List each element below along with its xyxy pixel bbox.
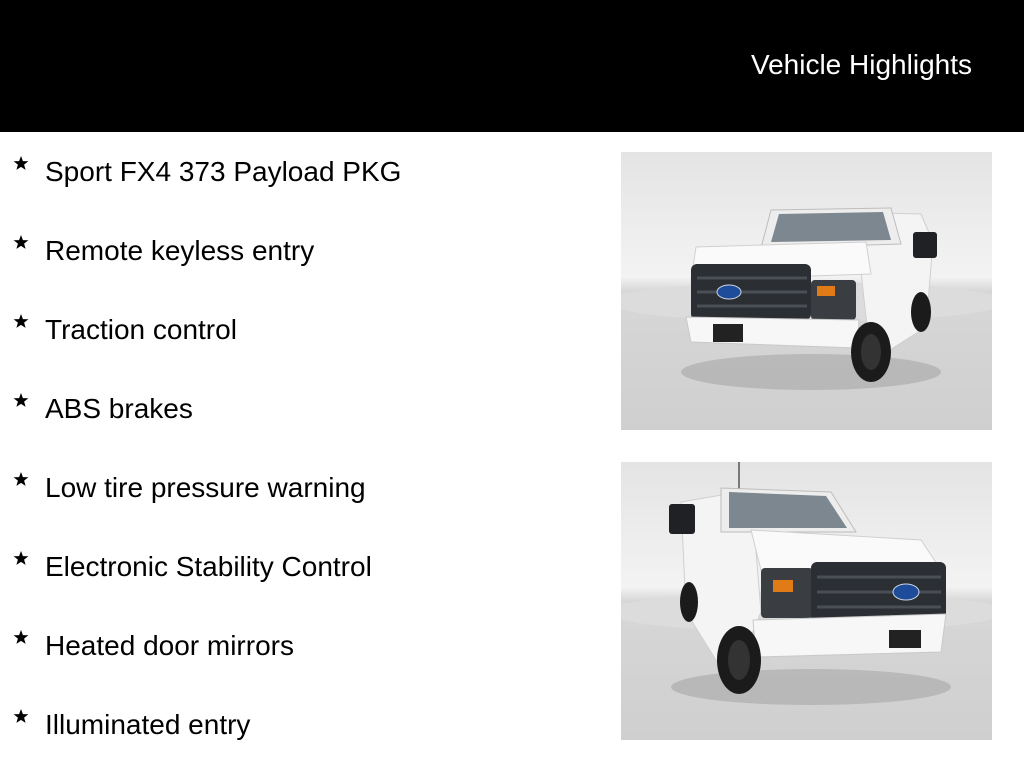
list-item xyxy=(0,152,600,231)
list-item xyxy=(0,705,600,768)
list-item-label: Traction control xyxy=(45,314,237,345)
list-item-label: Heated door mirrors xyxy=(45,630,294,661)
page-title: Vehicle Highlights xyxy=(750,49,972,80)
list-item-label: Electronic Stability Control xyxy=(45,551,372,582)
list-item-label: ABS brakes xyxy=(45,393,193,424)
star-icon xyxy=(11,311,33,333)
star-icon xyxy=(11,706,33,728)
list-item xyxy=(0,231,600,310)
list-item xyxy=(0,547,600,626)
list-item xyxy=(0,468,600,547)
star-icon xyxy=(11,548,33,570)
list-item-label: Sport FX4 373 Payload PKG xyxy=(45,156,402,187)
star-icon xyxy=(11,469,33,491)
star-icon xyxy=(11,627,33,649)
list-item-label: Remote keyless entry xyxy=(45,235,315,266)
vehicle-photo-front-left[interactable] xyxy=(621,152,992,430)
list-item xyxy=(0,310,600,389)
star-icon xyxy=(11,390,33,412)
list-item xyxy=(0,626,600,705)
vehicle-photo-front-right[interactable] xyxy=(621,462,992,740)
highlights-list xyxy=(0,152,600,768)
star-icon xyxy=(11,153,33,175)
list-item-label: Low tire pressure warning xyxy=(45,472,366,503)
list-item xyxy=(0,389,600,468)
header-bar xyxy=(0,0,1024,132)
list-item-label: Illuminated entry xyxy=(45,709,251,740)
star-icon xyxy=(11,232,33,254)
